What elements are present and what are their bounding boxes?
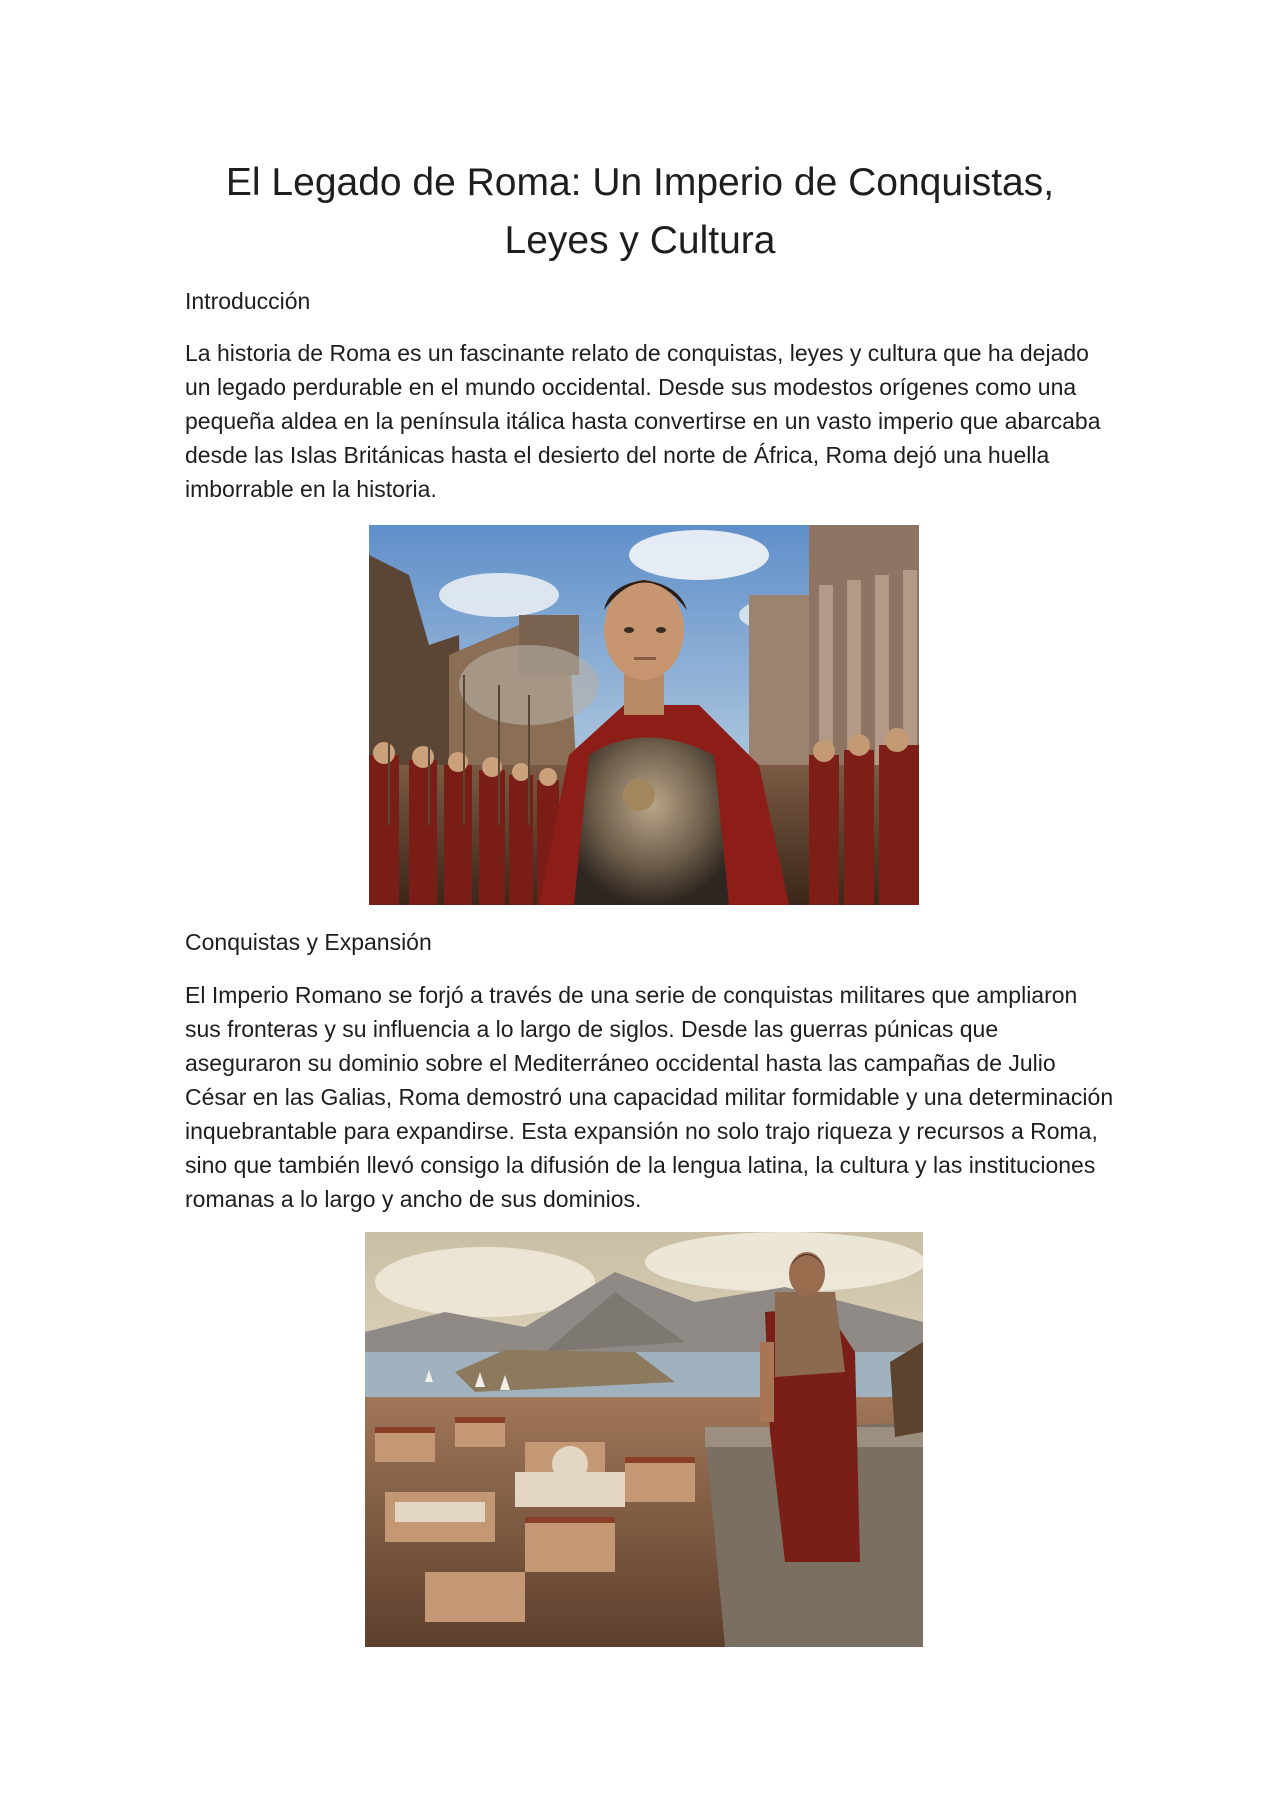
section-heading-introduccion: Introducción: [185, 288, 311, 314]
section-heading-conquistas: Conquistas y Expansión: [185, 929, 432, 955]
document-title: El Legado de Roma: Un Imperio de Conquistas, Leyes y Cultura: [225, 161, 1055, 262]
roman-soldier-image: [369, 525, 919, 905]
section-body-introduccion: La historia de Roma es un fascinante relato de conquistas, leyes y cultura que ha dejado un legado perdurable en el mundo occidental. Desde sus modestos orígenes como una pequeña aldea en la península itálica hasta convertirse en un vasto imperio que abarcaba desde las Islas Británicas hasta el desierto del norte de África, Roma dejó una huella imborrable en la historia.: [185, 340, 1101, 502]
section-body-conquistas: El Imperio Romano se forjó a través de una serie de conquistas militares que ampliaron sus fronteras y su influencia a lo largo de siglos. Desde las guerras púnicas que aseguraron su dominio sobre el Mediterráneo occidental hasta las campañas de Julio César en las Galias, Roma demostró una capacidad militar formidable y una determinación inquebrantable para expandirse. Esta expansión no solo trajo riqueza y recursos a Roma, sino que también llevó consigo la difusión de la lengua latina, la cultura y las instituciones romanas a lo largo y ancho de sus dominios.: [185, 982, 1114, 1212]
roman-city-overlook-image: [365, 1232, 923, 1647]
